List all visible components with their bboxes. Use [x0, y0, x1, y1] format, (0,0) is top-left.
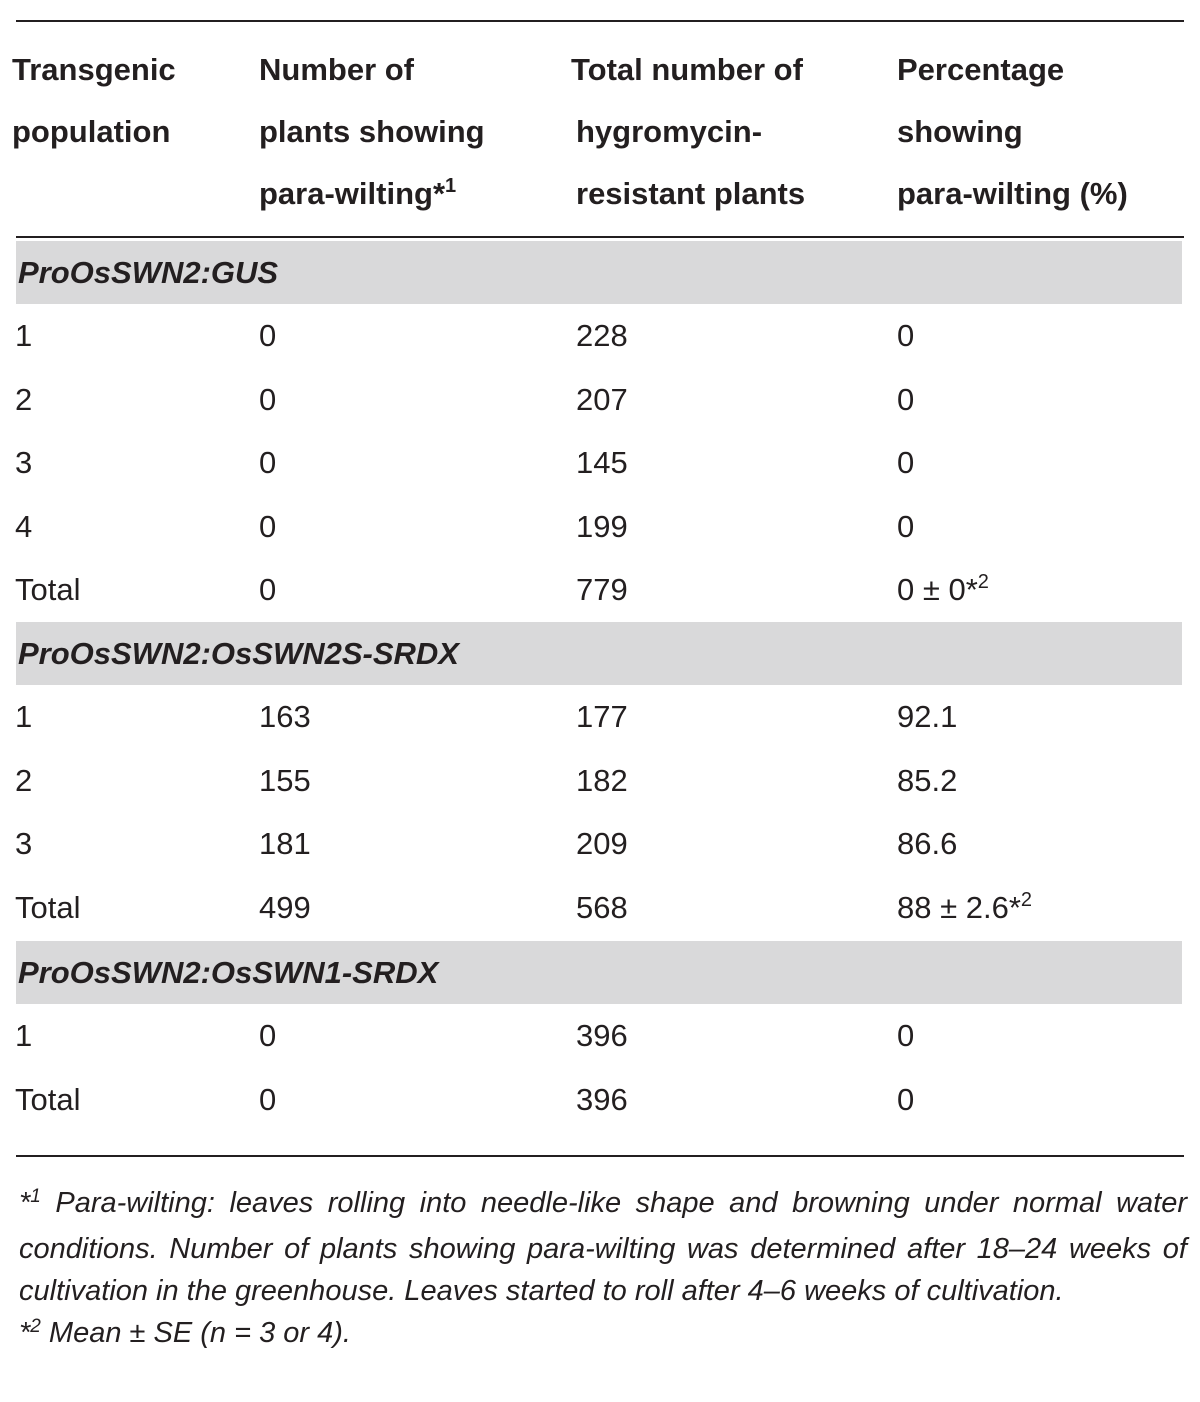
- cell-para-wilting-count: [259, 1068, 276, 1131]
- group-label: ProOsSWN2:OsSWN2S-SRDX: [18, 636, 459, 671]
- cell-population: [15, 812, 32, 875]
- cell-percentage: [897, 812, 957, 875]
- cell-text: 85.2: [897, 762, 958, 798]
- table-row: [0, 876, 1200, 939]
- header-transgenic-population: [12, 39, 176, 163]
- cell-text: 199: [576, 508, 628, 544]
- cell-text: 86.6: [897, 826, 958, 862]
- cell-percentage: [897, 558, 989, 626]
- header-line: Percentage: [897, 52, 1065, 87]
- cell-text: 0: [897, 1081, 915, 1117]
- header-bottom-rule: [16, 236, 1184, 238]
- cell-text: 0: [259, 572, 277, 608]
- cell-total-plants: [576, 304, 628, 367]
- cell-text: 1: [15, 699, 33, 734]
- header-number-para-wilting: [259, 39, 485, 229]
- cell-population: [15, 431, 32, 494]
- cell-text: 779: [576, 572, 628, 608]
- cell-total-plants: [576, 558, 628, 621]
- footnote-ref: 1: [445, 175, 457, 197]
- cell-para-wilting-count: [259, 558, 276, 621]
- cell-text: 207: [576, 381, 628, 417]
- cell-para-wilting-count: [259, 431, 276, 494]
- cell-text: 0: [259, 445, 277, 481]
- cell-text: 0: [259, 381, 277, 417]
- cell-total-plants: [576, 876, 628, 939]
- cell-text: 3: [15, 445, 33, 481]
- cell-population: [15, 749, 32, 812]
- cell-total-plants: [576, 1004, 628, 1067]
- header-line-text: para-wilting*: [259, 176, 446, 211]
- cell-para-wilting-count: [259, 495, 276, 558]
- cell-para-wilting-count: [259, 876, 311, 939]
- cell-text: 182: [576, 762, 628, 798]
- header-line: [259, 163, 485, 229]
- header-total-hygromycin-resistant: [571, 39, 805, 225]
- cell-percentage: [897, 1068, 914, 1131]
- cell-text: 3: [15, 826, 33, 862]
- table-row: [0, 431, 1200, 494]
- table-footnotes: [19, 1182, 1187, 1358]
- table-row: [0, 495, 1200, 558]
- header-line: hygromycin-: [576, 114, 763, 149]
- cell-text: 0: [897, 318, 915, 353]
- cell-text: 0: [259, 318, 277, 353]
- footnote-2: [19, 1312, 1187, 1358]
- header-line: population: [12, 114, 171, 149]
- cell-text: 1: [15, 318, 33, 353]
- cell-total-plants: [576, 812, 628, 875]
- table-row: [0, 1004, 1200, 1067]
- cell-total-plants: [576, 368, 628, 431]
- table-row: [0, 812, 1200, 875]
- group-label: ProOsSWN2:GUS: [18, 255, 279, 290]
- table-row: [0, 368, 1200, 431]
- cell-text: 0: [897, 445, 915, 481]
- cell-text: 163: [259, 699, 311, 734]
- cell-population: [15, 368, 32, 431]
- header-line: resistant plants: [576, 176, 806, 211]
- top-rule: [16, 20, 1184, 22]
- cell-text: 2: [15, 762, 33, 798]
- footnote-number: 2: [30, 1316, 41, 1337]
- cell-percentage: [897, 1004, 914, 1067]
- footnote-1: [19, 1182, 1187, 1312]
- cell-text: 568: [576, 889, 628, 925]
- cell-percentage: [897, 685, 957, 748]
- cell-text: 499: [259, 889, 311, 925]
- cell-percentage: [897, 876, 1032, 944]
- cell-para-wilting-count: [259, 304, 276, 367]
- cell-percentage: [897, 304, 914, 367]
- cell-text: 0: [897, 1018, 915, 1053]
- cell-population: [15, 558, 80, 621]
- footnote-ref: 2: [977, 571, 989, 594]
- cell-para-wilting-count: [259, 368, 276, 431]
- header-line: para-wilting (%): [897, 176, 1128, 211]
- cell-text: 0: [259, 1018, 277, 1053]
- cell-text: 2: [15, 381, 33, 417]
- cell-text: 155: [259, 762, 311, 798]
- cell-para-wilting-count: [259, 685, 311, 748]
- header-line: Total number of: [571, 52, 803, 87]
- cell-percentage: [897, 431, 914, 494]
- header-line: Number of: [259, 52, 414, 87]
- table-row: [0, 558, 1200, 621]
- header-line: showing: [897, 114, 1023, 149]
- cell-text: 0: [259, 1081, 277, 1117]
- cell-para-wilting-count: [259, 749, 311, 812]
- table-row: [0, 749, 1200, 812]
- cell-text: 88 ± 2.6*: [897, 889, 1021, 925]
- table-row: [0, 304, 1200, 367]
- cell-percentage: [897, 749, 957, 812]
- cell-total-plants: [576, 1068, 628, 1131]
- cell-population: [15, 304, 32, 367]
- footnote-ref: 2: [1020, 888, 1033, 911]
- cell-text: 0: [897, 508, 915, 544]
- cell-text: 4: [15, 508, 33, 544]
- cell-percentage: [897, 495, 914, 558]
- cell-population: [15, 495, 32, 558]
- footnote-text: Para-wilting: leaves rolling into needle-like shape and browning under normal water conditions. Number of plants showing para-wilting was determined after 18–24 weeks of cultivation in the greenhouse. Leaves started to roll after 4–6 weeks of cultivation.: [19, 1187, 1187, 1307]
- cell-text: 181: [259, 826, 311, 862]
- cell-text: 228: [576, 318, 628, 353]
- cell-text: 209: [576, 826, 628, 862]
- cell-text: 0: [259, 508, 277, 544]
- header-line: Transgenic: [12, 52, 176, 87]
- cell-total-plants: [576, 749, 628, 812]
- cell-text: 0 ± 0*: [897, 572, 978, 608]
- header-percentage-para-wilting: [897, 39, 1128, 225]
- group-label: ProOsSWN2:OsSWN1-SRDX: [18, 955, 439, 990]
- cell-population: [15, 1068, 80, 1131]
- cell-population: [15, 685, 32, 748]
- table-bottom-rule: [16, 1155, 1184, 1157]
- cell-population: [15, 876, 80, 939]
- header-line: plants showing: [259, 114, 485, 149]
- cell-text: Total: [15, 572, 81, 608]
- cell-text: 0: [897, 381, 915, 417]
- cell-text: 1: [15, 1018, 33, 1053]
- cell-text: 396: [576, 1018, 628, 1053]
- table-row: [0, 685, 1200, 748]
- cell-text: Total: [15, 889, 81, 925]
- cell-total-plants: [576, 431, 628, 494]
- cell-para-wilting-count: [259, 1004, 276, 1067]
- cell-text: 177: [576, 699, 628, 734]
- footnote-text: Mean ± SE (n = 3 or 4).: [40, 1317, 351, 1349]
- cell-percentage: [897, 368, 914, 431]
- footnote-mark: *: [19, 1317, 31, 1349]
- cell-total-plants: [576, 685, 628, 748]
- cell-para-wilting-count: [259, 812, 311, 875]
- cell-total-plants: [576, 495, 628, 558]
- cell-text: 396: [576, 1081, 628, 1117]
- cell-text: 145: [576, 445, 628, 481]
- table-row: [0, 1068, 1200, 1131]
- cell-population: [15, 1004, 32, 1067]
- footnote-number: 1: [30, 1186, 41, 1207]
- cell-text: Total: [15, 1081, 81, 1117]
- cell-text: 92.1: [897, 699, 958, 734]
- footnote-mark: *: [19, 1187, 31, 1219]
